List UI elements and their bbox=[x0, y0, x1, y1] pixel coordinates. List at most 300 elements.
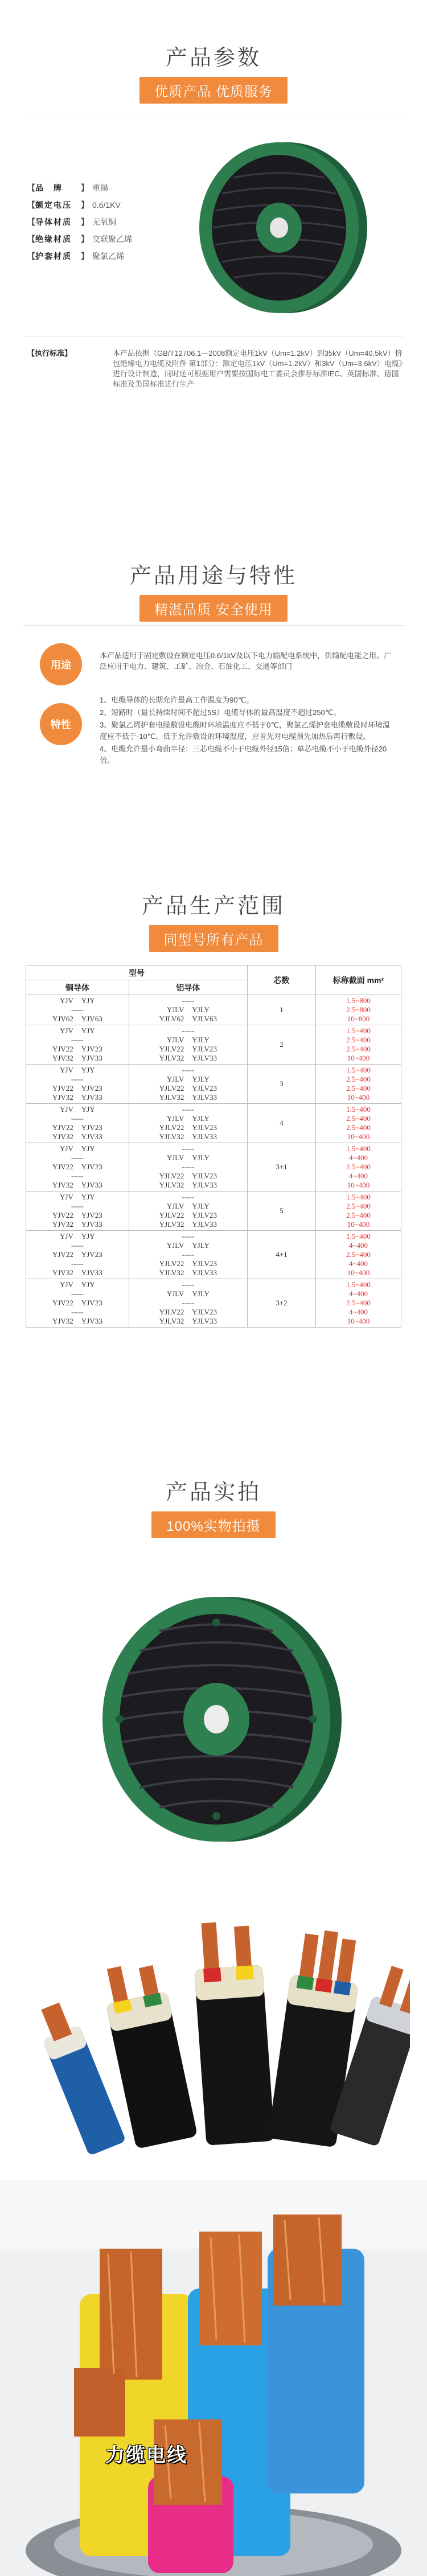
section-value: 1.5~400 bbox=[346, 1066, 371, 1074]
model-code: YJLV23 bbox=[192, 1123, 217, 1132]
model-code: YJLV22 bbox=[159, 1084, 184, 1092]
model-code: YJY bbox=[81, 1193, 95, 1201]
bracket-icon: 】 bbox=[81, 252, 89, 261]
model-code: YJV33 bbox=[81, 1054, 102, 1062]
section-cell bbox=[316, 1143, 401, 1192]
model-code: YJV33 bbox=[81, 1268, 102, 1277]
section-value: 10~400 bbox=[347, 1132, 370, 1141]
cable-drum-image bbox=[188, 137, 370, 319]
model-code: YJV bbox=[60, 996, 73, 1005]
params-subtitle: 优质产品 优质服务 bbox=[139, 77, 288, 104]
section-value: 4~400 bbox=[348, 1259, 368, 1268]
model-line bbox=[129, 1084, 247, 1093]
bracket-icon: 】 bbox=[81, 217, 89, 227]
bracket-icon: 【 bbox=[27, 217, 35, 227]
aluminum-models-cell bbox=[129, 1279, 247, 1328]
model-code: YJLV33 bbox=[192, 1181, 217, 1189]
head-aluminum: 铝导体 bbox=[129, 980, 247, 995]
spec-label: 绝缘材质 bbox=[35, 235, 72, 244]
aluminum-models-cell bbox=[129, 1192, 247, 1231]
standard-text: 本产品依据《GB/T12706.1—2008额定电压1kV（Um=1.2kV）到35kV（Um=40.5kV）挤包绝缘电力电缆及附件 第1部分：额定电压1kV（Um=1.2kV）和3kV（Um=3.6kV）电缆》进行设计制造，同时还可根据用户需要按国际电工委员会推荐标准IEC、英国标准、德国标准及美国标准进行生产 bbox=[113, 349, 403, 388]
model-line bbox=[129, 1268, 247, 1277]
model-code: ----- bbox=[182, 996, 195, 1005]
spec-row-voltage bbox=[27, 196, 181, 213]
model-line bbox=[129, 1066, 247, 1075]
spec-label: 护套材质 bbox=[35, 252, 72, 261]
model-line bbox=[129, 1299, 247, 1308]
model-line bbox=[26, 1259, 129, 1268]
model-line bbox=[26, 1014, 129, 1024]
model-code: ----- bbox=[71, 1075, 84, 1083]
spec-value: 聚氯乙烯 bbox=[92, 252, 124, 261]
model-line bbox=[26, 1232, 129, 1241]
model-line bbox=[129, 1054, 247, 1063]
spec-list bbox=[27, 179, 181, 265]
section-value: 4~400 bbox=[348, 1308, 368, 1316]
model-line bbox=[129, 996, 247, 1005]
model-line bbox=[129, 1093, 247, 1102]
model-line bbox=[129, 1036, 247, 1045]
model-line bbox=[26, 1054, 129, 1063]
model-code: YJV22 bbox=[52, 1123, 73, 1132]
model-line bbox=[129, 1202, 247, 1211]
section-value: 10~800 bbox=[347, 1014, 370, 1023]
model-code: YJV23 bbox=[81, 1123, 102, 1132]
spec-row-brand bbox=[27, 179, 181, 196]
table-row bbox=[26, 1279, 401, 1328]
model-line bbox=[26, 1268, 129, 1277]
model-code: YJLV32 bbox=[159, 1220, 184, 1229]
spec-label: 品 牌 bbox=[35, 183, 63, 192]
model-line bbox=[26, 996, 129, 1005]
model-code: YJLV23 bbox=[192, 1045, 217, 1053]
section-value: 1.5~400 bbox=[346, 1280, 371, 1289]
model-code: YJV32 bbox=[52, 1317, 73, 1325]
table-row bbox=[26, 1192, 401, 1231]
usage-badge: 用途 bbox=[40, 643, 82, 685]
aluminum-models-cell bbox=[129, 1104, 247, 1143]
table-row bbox=[26, 1025, 401, 1065]
model-line bbox=[129, 1153, 247, 1162]
model-line bbox=[129, 1114, 247, 1123]
model-line bbox=[26, 1289, 129, 1299]
section-value: 1.5~400 bbox=[346, 1232, 371, 1240]
table-row bbox=[26, 1065, 401, 1104]
model-code: YJV32 bbox=[52, 1181, 73, 1189]
section-value: 2.5~400 bbox=[346, 1123, 371, 1132]
cores-cell: 4 bbox=[248, 1104, 316, 1143]
section-value: 2.5~400 bbox=[346, 1299, 371, 1307]
head-model: 型号 bbox=[26, 966, 248, 980]
model-code: ----- bbox=[182, 1144, 195, 1153]
model-code: YJY bbox=[81, 1026, 95, 1035]
range-title: 产品生产范围 bbox=[141, 894, 285, 918]
model-code: YJLV bbox=[166, 1241, 184, 1250]
model-code: YJY bbox=[81, 1144, 95, 1153]
feature-item: 4、电缆允许最小弯曲半径：三芯电缆不小于电缆外径15倍；单芯电缆不小于电缆外径20倍。 bbox=[100, 745, 387, 765]
standard-label: 【执行标准】 bbox=[27, 349, 72, 358]
photos-header bbox=[0, 1440, 427, 1538]
model-code: YJV22 bbox=[52, 1299, 73, 1307]
model-line bbox=[26, 1220, 129, 1229]
model-line bbox=[129, 1193, 247, 1202]
spec-row-conductor bbox=[27, 213, 181, 231]
head-section: 标称截面 mm² bbox=[316, 966, 401, 995]
bracket-icon: 【 bbox=[27, 235, 35, 244]
model-code: YJV23 bbox=[81, 1299, 102, 1307]
model-line bbox=[26, 1162, 129, 1172]
params-header bbox=[0, 0, 427, 104]
model-code: YJV32 bbox=[52, 1132, 73, 1141]
bracket-icon: 】 bbox=[81, 200, 89, 209]
model-line bbox=[26, 1066, 129, 1075]
photos-subtitle: 100%实物拍摄 bbox=[151, 1511, 275, 1538]
usage-subtitle: 精湛品质 安全使用 bbox=[139, 595, 288, 622]
section-value: 10~400 bbox=[347, 1093, 370, 1102]
model-line bbox=[129, 1232, 247, 1241]
model-code: YJLY bbox=[192, 1241, 210, 1250]
spec-label: 导体材质 bbox=[35, 217, 72, 227]
model-line bbox=[129, 1123, 247, 1132]
usage-title: 产品用途与特性 bbox=[129, 564, 297, 588]
model-code: YJLV22 bbox=[159, 1211, 184, 1219]
section-value: 10~400 bbox=[347, 1268, 370, 1277]
model-line bbox=[26, 1132, 129, 1141]
range-subtitle: 同型号所有产品 bbox=[149, 925, 278, 952]
head-cores: 芯数 bbox=[248, 966, 316, 995]
model-line bbox=[26, 1250, 129, 1259]
model-line bbox=[129, 1045, 247, 1054]
model-line bbox=[129, 1241, 247, 1250]
model-code: ----- bbox=[182, 1250, 195, 1259]
params-section bbox=[0, 0, 427, 558]
model-code: YJV22 bbox=[52, 1162, 73, 1171]
section-value: 1.5~400 bbox=[346, 1193, 371, 1201]
model-code: YJLV32 bbox=[159, 1132, 184, 1141]
section-value: 10~400 bbox=[347, 1181, 370, 1189]
model-code: YJLY bbox=[192, 1075, 210, 1083]
spec-value: 重揚 bbox=[92, 183, 108, 192]
model-code: YJV22 bbox=[52, 1211, 73, 1219]
model-line bbox=[129, 1280, 247, 1289]
model-line bbox=[26, 1181, 129, 1190]
aluminum-models-cell bbox=[129, 1231, 247, 1279]
usage-section bbox=[0, 558, 427, 848]
model-line bbox=[26, 1026, 129, 1036]
model-code: YJV32 bbox=[52, 1268, 73, 1277]
model-code: YJLV23 bbox=[192, 1259, 217, 1268]
model-code: YJY bbox=[81, 996, 95, 1005]
model-code: YJLV33 bbox=[192, 1093, 217, 1102]
cores-cell: 3+1 bbox=[248, 1143, 316, 1192]
model-code: YJLV62 bbox=[159, 1014, 184, 1023]
copper-models-cell bbox=[26, 1192, 129, 1231]
feature-badge: 特性 bbox=[40, 703, 82, 745]
model-line bbox=[26, 1202, 129, 1211]
model-line bbox=[26, 1045, 129, 1054]
model-line bbox=[129, 1005, 247, 1014]
model-line bbox=[129, 1014, 247, 1024]
model-line bbox=[26, 1280, 129, 1289]
cores-cell: 3 bbox=[248, 1065, 316, 1104]
model-code: ----- bbox=[71, 1289, 84, 1298]
model-line bbox=[129, 1308, 247, 1317]
model-code: ----- bbox=[71, 1172, 84, 1180]
model-code: YJV bbox=[60, 1193, 73, 1201]
bracket-icon: 】 bbox=[81, 183, 89, 192]
model-code: YJY bbox=[81, 1280, 95, 1289]
model-code: YJV33 bbox=[81, 1093, 102, 1102]
model-line bbox=[26, 1114, 129, 1123]
model-code: YJLV23 bbox=[192, 1172, 217, 1180]
model-line bbox=[26, 1172, 129, 1181]
copper-models-cell bbox=[26, 1025, 129, 1065]
spec-label: 额定电压 bbox=[35, 200, 72, 209]
bracket-icon: 】 bbox=[81, 235, 89, 244]
model-code: YJV32 bbox=[52, 1054, 73, 1062]
section-value: 2.5~400 bbox=[346, 1250, 371, 1259]
model-code: YJLY bbox=[192, 1153, 210, 1162]
section-value: 1.5~800 bbox=[346, 996, 371, 1005]
section-value: 2.5~400 bbox=[346, 1075, 371, 1083]
model-code: ----- bbox=[182, 1026, 195, 1035]
model-code: YJLY bbox=[192, 1005, 210, 1014]
model-line bbox=[26, 1299, 129, 1308]
model-code: YJV63 bbox=[81, 1014, 102, 1023]
model-code: YJLV32 bbox=[159, 1181, 184, 1189]
model-code: ----- bbox=[71, 1259, 84, 1268]
model-code: YJLV bbox=[166, 1202, 184, 1210]
model-code: YJLV bbox=[166, 1036, 184, 1044]
feature-item: 3、聚氯乙烯护套电缆敷设电缆时环境温度应不低于0℃，聚氯乙烯护套电缆敷设时环境温度应不低于-10℃。低于允许敷设的环境温度，应首先对电缆预先加热后再行敷设。 bbox=[100, 721, 391, 741]
production-range-table bbox=[26, 965, 401, 1328]
model-line bbox=[129, 1289, 247, 1299]
section-cell bbox=[316, 1025, 401, 1065]
model-code: YJLV bbox=[166, 1289, 184, 1298]
model-line bbox=[129, 1026, 247, 1036]
model-code: YJLV22 bbox=[159, 1045, 184, 1053]
model-code: ----- bbox=[71, 1005, 84, 1014]
bracket-icon: 【 bbox=[27, 183, 35, 192]
model-line bbox=[129, 1250, 247, 1259]
range-header bbox=[0, 848, 427, 952]
model-line bbox=[26, 1211, 129, 1220]
model-code: YJV33 bbox=[81, 1220, 102, 1229]
model-code: YJV62 bbox=[52, 1014, 73, 1023]
cores-cell: 5 bbox=[248, 1192, 316, 1231]
section-value: 1.5~400 bbox=[346, 1026, 371, 1035]
model-code: ----- bbox=[182, 1193, 195, 1201]
model-line bbox=[26, 1317, 129, 1326]
model-code: YJV bbox=[60, 1144, 73, 1153]
model-code: ----- bbox=[182, 1066, 195, 1074]
section-value: 2.5~400 bbox=[346, 1114, 371, 1123]
model-line bbox=[129, 1181, 247, 1190]
model-code: YJV22 bbox=[52, 1250, 73, 1259]
model-code: YJV23 bbox=[81, 1250, 102, 1259]
model-code: ----- bbox=[71, 1241, 84, 1250]
model-code: YJV22 bbox=[52, 1045, 73, 1053]
model-code: YJV23 bbox=[81, 1211, 102, 1219]
model-code: YJV32 bbox=[52, 1220, 73, 1229]
spec-row-insulation bbox=[27, 231, 181, 248]
bracket-icon: 【 bbox=[27, 252, 35, 261]
section-value: 2.5~400 bbox=[346, 1045, 371, 1053]
model-code: YJV33 bbox=[81, 1181, 102, 1189]
model-code: YJLY bbox=[192, 1289, 210, 1298]
model-code: YJLV33 bbox=[192, 1054, 217, 1062]
table-row bbox=[26, 1143, 401, 1192]
section-value: 4~400 bbox=[348, 1172, 368, 1180]
aluminum-models-cell bbox=[129, 1143, 247, 1192]
model-code: YJV bbox=[60, 1232, 73, 1240]
model-line bbox=[26, 1005, 129, 1014]
model-line bbox=[129, 1075, 247, 1084]
section-value: 4~400 bbox=[348, 1153, 368, 1162]
model-code: YJV33 bbox=[81, 1317, 102, 1325]
table-row bbox=[26, 1231, 401, 1279]
bracket-icon: 【 bbox=[27, 200, 35, 209]
model-code: ----- bbox=[182, 1105, 195, 1114]
model-line bbox=[129, 1317, 247, 1326]
model-code: YJLV bbox=[166, 1153, 184, 1162]
usage-text: 本产品适用于固定敷设在额定电压0.6/1kV及以下电力输配电系统中，供输配电能之用。广泛应用于电力、建筑、工矿、冶金、石油化工、交通等部门 bbox=[100, 651, 392, 671]
model-line bbox=[26, 1123, 129, 1132]
feature-list bbox=[100, 695, 396, 767]
model-code: YJLY bbox=[192, 1114, 210, 1123]
model-code: YJY bbox=[81, 1232, 95, 1240]
model-code: ----- bbox=[182, 1232, 195, 1240]
model-code: YJV bbox=[60, 1026, 73, 1035]
feature-item: 2、短路时（最长持续时间不超过5S）电缆导体的最高温度不超过250℃。 bbox=[100, 708, 341, 717]
section-cell bbox=[316, 1279, 401, 1328]
model-line bbox=[26, 1084, 129, 1093]
section-value: 10~400 bbox=[347, 1054, 370, 1062]
photos-section bbox=[0, 1440, 427, 2576]
copper-models-cell bbox=[26, 1065, 129, 1104]
section-value: 2.5~400 bbox=[346, 1084, 371, 1092]
model-code: YJY bbox=[81, 1105, 95, 1114]
model-code: YJV32 bbox=[52, 1093, 73, 1102]
standard-label-text: 执行标准 bbox=[35, 349, 65, 358]
model-code: YJLV bbox=[166, 1005, 184, 1014]
section-value: 1.5~400 bbox=[346, 1144, 371, 1153]
section-cell bbox=[316, 1192, 401, 1231]
model-code: ----- bbox=[182, 1299, 195, 1307]
aluminum-models-cell bbox=[129, 1025, 247, 1065]
section-value: 10~400 bbox=[347, 1220, 370, 1229]
model-code: ----- bbox=[71, 1202, 84, 1210]
model-code: YJV bbox=[60, 1280, 73, 1289]
table-row bbox=[26, 995, 401, 1025]
model-code: YJV23 bbox=[81, 1162, 102, 1171]
section-value: 2.5~400 bbox=[346, 1036, 371, 1044]
copper-models-cell bbox=[26, 1143, 129, 1192]
model-code: YJLY bbox=[192, 1202, 210, 1210]
model-code: YJLV33 bbox=[192, 1268, 217, 1277]
section-value: 4~400 bbox=[348, 1241, 368, 1250]
aluminum-models-cell bbox=[129, 995, 247, 1025]
model-code: YJLV22 bbox=[159, 1308, 184, 1316]
model-code: YJLV33 bbox=[192, 1220, 217, 1229]
section-value: 2.5~400 bbox=[346, 1202, 371, 1210]
model-code: YJLV22 bbox=[159, 1123, 184, 1132]
model-line bbox=[129, 1211, 247, 1220]
model-code: ----- bbox=[71, 1114, 84, 1123]
standard-block bbox=[27, 348, 403, 389]
cable-cross-section-photo bbox=[23, 1881, 410, 2155]
model-line bbox=[129, 1259, 247, 1268]
model-code: YJLV23 bbox=[192, 1084, 217, 1092]
model-line bbox=[26, 1075, 129, 1084]
copper-models-cell bbox=[26, 1104, 129, 1143]
range-table-body bbox=[26, 995, 401, 1328]
section-value: 4~400 bbox=[348, 1289, 368, 1298]
model-line bbox=[129, 1105, 247, 1114]
spec-value: 无氧铜 bbox=[92, 217, 116, 227]
model-line bbox=[129, 1144, 247, 1153]
range-section bbox=[0, 848, 427, 1440]
section-cell bbox=[316, 1065, 401, 1104]
cores-cell: 4+1 bbox=[248, 1231, 316, 1279]
closeup-illustration bbox=[0, 2180, 427, 2576]
model-line bbox=[26, 1093, 129, 1102]
model-code: ----- bbox=[182, 1280, 195, 1289]
model-code: YJLV32 bbox=[159, 1093, 184, 1102]
model-line bbox=[129, 1132, 247, 1141]
model-code: YJLY bbox=[192, 1036, 210, 1044]
section-value: 2.5~800 bbox=[346, 1005, 371, 1014]
model-code: YJV33 bbox=[81, 1132, 102, 1141]
usage-header bbox=[0, 558, 427, 622]
section-cell bbox=[316, 995, 401, 1025]
model-code: YJLV22 bbox=[159, 1259, 184, 1268]
model-code: YJLV33 bbox=[192, 1317, 217, 1325]
model-code: YJV bbox=[60, 1066, 73, 1074]
model-line bbox=[129, 1162, 247, 1172]
copper-models-cell bbox=[26, 1279, 129, 1328]
head-copper: 铜导体 bbox=[26, 980, 129, 995]
model-line bbox=[129, 1172, 247, 1181]
model-code: YJLV32 bbox=[159, 1268, 184, 1277]
spec-row-sheath bbox=[27, 248, 181, 265]
photos-title: 产品实拍 bbox=[165, 1481, 261, 1505]
model-code: YJV23 bbox=[81, 1045, 102, 1053]
feature-item: 1、电缆导体的长期允许最高工作温度为90℃。 bbox=[100, 696, 254, 704]
cores-cell: 3+2 bbox=[248, 1279, 316, 1328]
params-title: 产品参数 bbox=[165, 46, 261, 70]
model-line bbox=[26, 1144, 129, 1153]
cores-cell: 2 bbox=[248, 1025, 316, 1065]
model-code: ----- bbox=[71, 1036, 84, 1044]
model-line bbox=[26, 1105, 129, 1114]
cores-cell: 1 bbox=[248, 995, 316, 1025]
divider bbox=[23, 625, 404, 626]
model-code: YJLV63 bbox=[192, 1014, 217, 1023]
model-line bbox=[26, 1153, 129, 1162]
copper-models-cell bbox=[26, 1231, 129, 1279]
model-line bbox=[26, 1193, 129, 1202]
section-value: 2.5~400 bbox=[346, 1162, 371, 1171]
model-code: YJLV23 bbox=[192, 1211, 217, 1219]
model-code: YJY bbox=[81, 1066, 95, 1074]
section-value: 1.5~400 bbox=[346, 1105, 371, 1114]
spec-value: 0.6/1KV bbox=[92, 200, 121, 209]
model-line bbox=[26, 1036, 129, 1045]
model-code: YJLV bbox=[166, 1114, 184, 1123]
aluminum-models-cell bbox=[129, 1065, 247, 1104]
model-code: YJLV22 bbox=[159, 1172, 184, 1180]
